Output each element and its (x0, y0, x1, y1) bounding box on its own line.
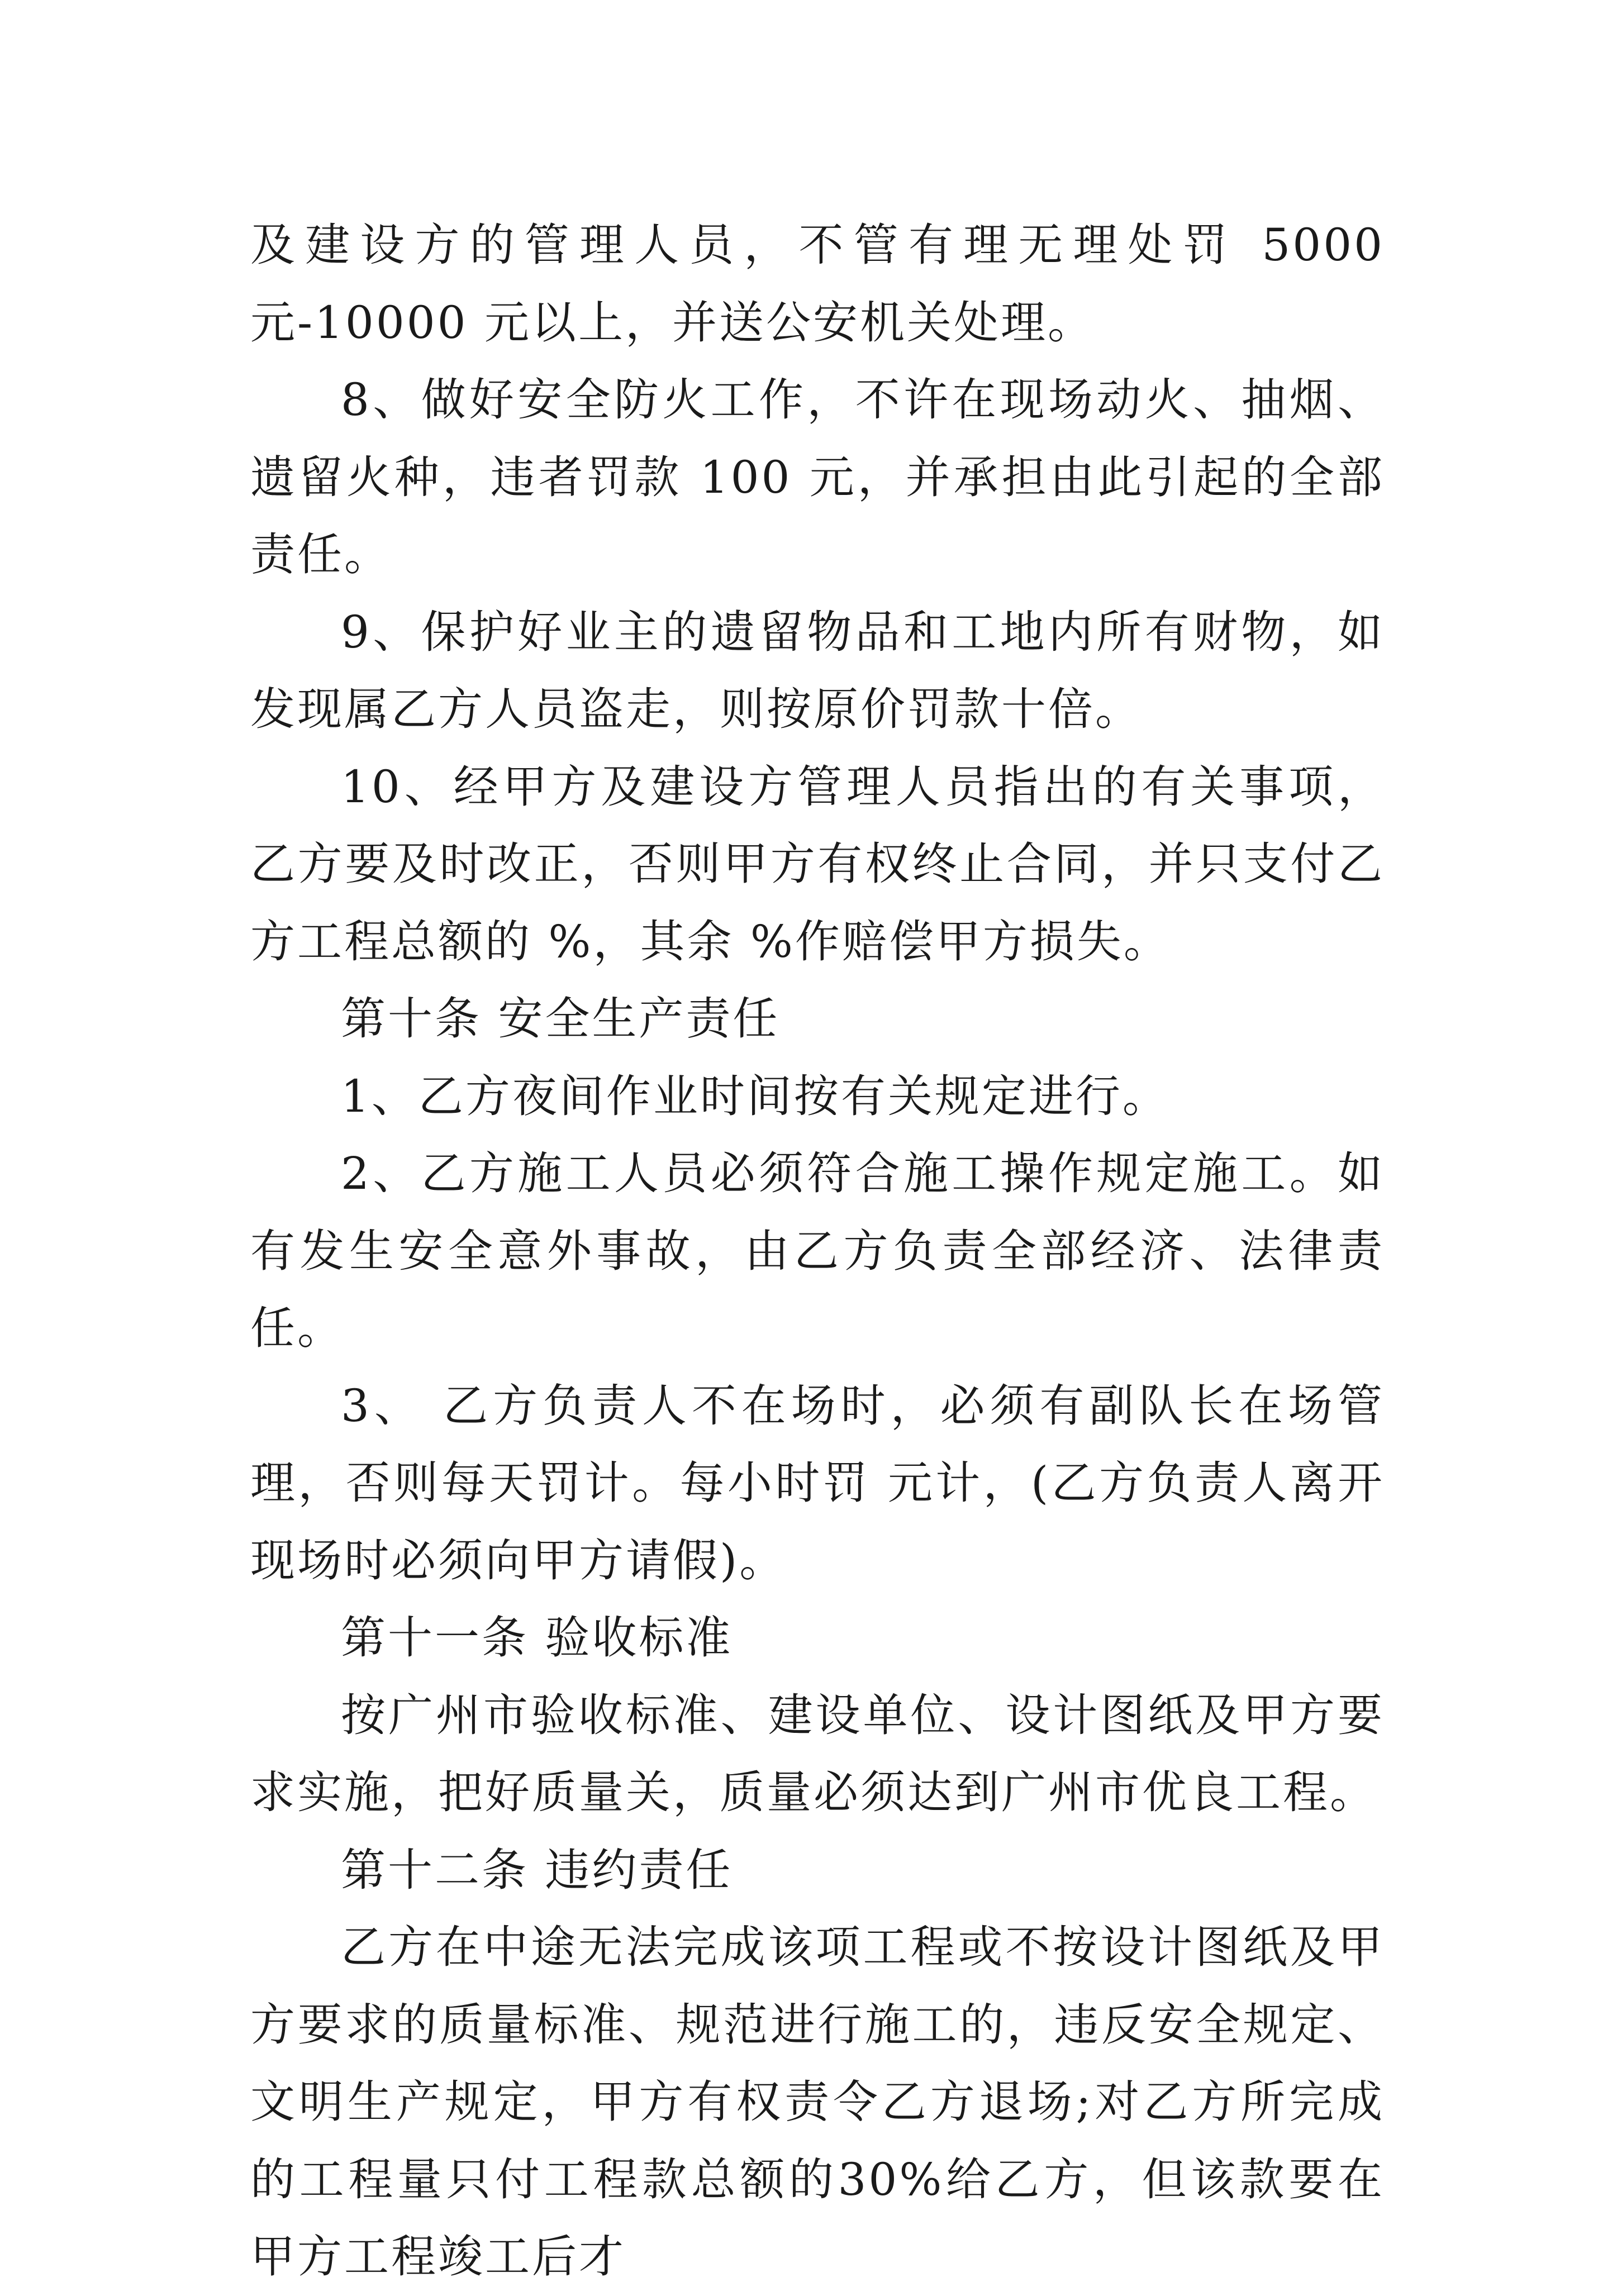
paragraph-safety-item-1: 1、乙方夜间作业时间按有关规定进行。 (341, 1070, 1169, 1122)
section-heading-article-11: 第十一条 验收标准 (341, 1612, 733, 1664)
paragraph-item-9-property-protection: 9、保护好业主的遗留物品和工地内所有财物，如发现属乙方人员盗走，则按原价罚款十倍。 (250, 606, 1385, 735)
paragraph-safety-item-3: 3、 乙方负责人不在场时，必须有副队长在场管理，否则每天罚计。每小时罚 元计，(乙方负责人离开现场时必须向甲方请假)。 (250, 1379, 1385, 1587)
section-heading-article-12: 第十二条 违约责任 (341, 1844, 733, 1896)
paragraph-acceptance-standard: 按广州市验收标准、建设单位、设计图纸及甲方要求实施，把好质量关，质量必须达到广州市优良工程。 (250, 1689, 1385, 1818)
document-body (250, 207, 1385, 2296)
paragraph-penalty-continued: 及建设方的管理人员，不管有理无理处罚 5000 元-10000 元以上，并送公安机关处理。 (250, 219, 1385, 349)
paragraph-item-10-corrections: 10、经甲方及建设方管理人员指出的有关事项，乙方要及时改正，否则甲方有权终止合同，并只支付乙方工程总额的 %，其余 %作赔偿甲方损失。 (250, 760, 1385, 968)
section-heading-article-10: 第十条 安全生产责任 (341, 993, 780, 1045)
paragraph-safety-item-2: 2、乙方施工人员必须符合施工操作规定施工。如有发生安全意外事故，由乙方负责全部经济、法律责任。 (250, 1147, 1385, 1354)
paragraph-item-8-fire-safety: 8、做好安全防火工作，不许在现场动火、抽烟、遗留火种，违者罚款 100 元，并承担由此引起的全部责任。 (250, 374, 1385, 580)
paragraph-breach-liability: 乙方在中途无法完成该项工程或不按设计图纸及甲方要求的质量标准、规范进行施工的，违反安全规定、文明生产规定，甲方有权责令乙方退场;对乙方所完成的工程量只付工程款总额的30%给乙方，但该款要在甲方工程竣工后才 (250, 1921, 1385, 2283)
